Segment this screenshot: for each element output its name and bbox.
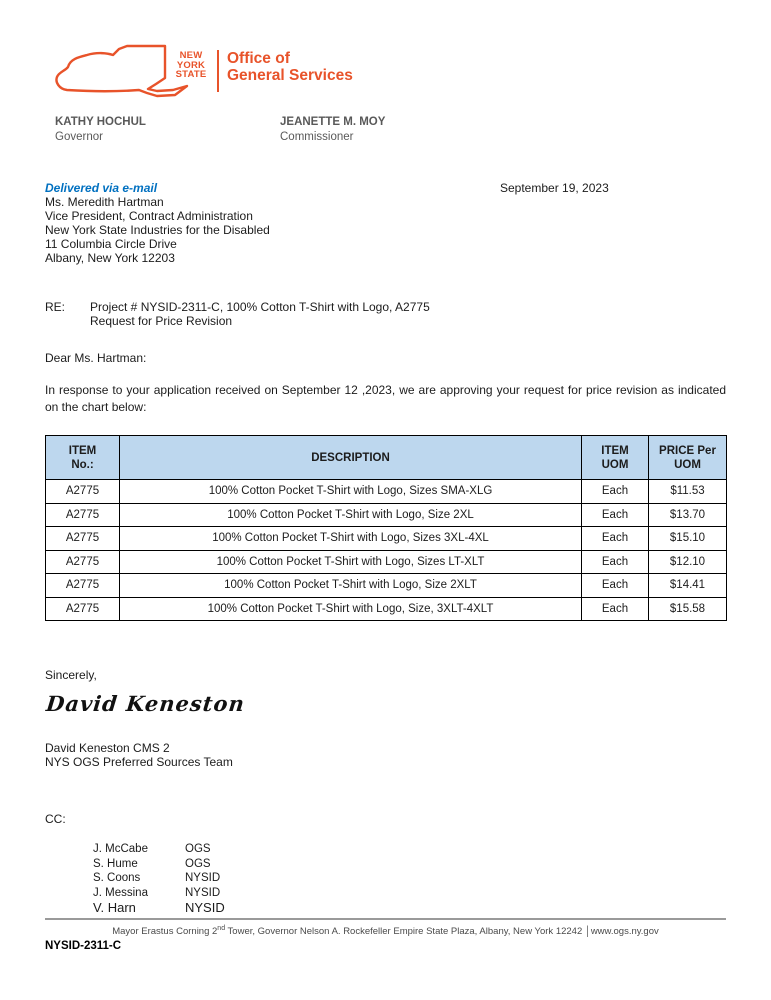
price-table — [45, 435, 727, 621]
logo-word-new: NEW — [179, 50, 203, 61]
cell-item-no: A2775 — [46, 503, 120, 527]
table-row — [46, 480, 727, 504]
cell-uom: Each — [582, 574, 649, 598]
page-footer — [45, 918, 726, 952]
cc-row — [93, 842, 726, 857]
recipient-title: Vice President, Contract Administration — [45, 209, 253, 223]
header-item-uom-line1: ITEM — [601, 444, 629, 457]
footer-address — [45, 925, 726, 937]
agency-name — [227, 51, 353, 84]
cc-list — [93, 842, 726, 916]
header-item-uom-line2: UOM — [601, 458, 629, 471]
document-number: NYSID-2311-C — [45, 940, 122, 953]
signer-team: NYS OGS Preferred Sources Team — [45, 755, 233, 769]
recipient-name: Ms. Meredith Hartman — [45, 195, 164, 209]
re-subject-line2: Request for Price Revision — [90, 314, 233, 328]
cc-row — [93, 900, 726, 916]
cc-org: NYSID — [185, 900, 225, 915]
cell-description: 100% Cotton Pocket T-Shirt with Logo, Size, 3XLT-4XLT — [120, 597, 582, 621]
governor-title: Governor — [55, 131, 103, 143]
recipient-street: 11 Columbia Circle Drive — [45, 237, 177, 251]
body-paragraph: In response to your application received on September 12 ,2023, we are approving your request for price revision as indicated on the chart below: — [45, 383, 726, 414]
delivery-note: Delivered via e-mail — [45, 181, 158, 195]
table-header-row — [46, 436, 727, 480]
cell-item-no: A2775 — [46, 597, 120, 621]
cell-price: $13.70 — [649, 503, 727, 527]
logo-word-york: YORK — [176, 59, 206, 71]
cell-price: $15.58 — [649, 597, 727, 621]
cell-price: $14.41 — [649, 574, 727, 598]
cell-item-no: A2775 — [46, 550, 120, 574]
cell-uom: Each — [582, 527, 649, 551]
signature-script: David Keneston — [45, 691, 247, 716]
cc-name: J. Messina — [93, 886, 148, 899]
cc-name: J. McCabe — [93, 843, 148, 855]
cc-org: NYSID — [185, 886, 221, 899]
commissioner-block — [280, 115, 505, 145]
cc-org: NYSID — [185, 872, 221, 884]
cell-uom: Each — [582, 597, 649, 621]
agency-name-line1: Office of — [227, 50, 290, 67]
cell-item-no: A2775 — [46, 527, 120, 551]
cc-row — [93, 886, 726, 901]
cc-row — [93, 871, 726, 886]
logo-word-state: STATE — [175, 69, 207, 80]
cell-item-no: A2775 — [46, 574, 120, 598]
cell-uom: Each — [582, 503, 649, 527]
re-lines — [90, 300, 430, 328]
footer-address-pre: Mayor Erastus Corning 2 — [112, 926, 218, 938]
agency-name-line2: General Services — [227, 66, 353, 84]
header-item-no-line1: ITEM — [68, 444, 97, 457]
cell-uom: Each — [582, 550, 649, 574]
cc-org: OGS — [185, 857, 211, 870]
cc-label: CC: — [45, 812, 66, 826]
commissioner-title: Commissioner — [280, 131, 354, 143]
salutation: Dear Ms. Hartman: — [45, 351, 147, 365]
closing: Sincerely, — [45, 668, 97, 682]
header-item-no-line2: No.: — [71, 458, 94, 471]
officials-row — [55, 115, 726, 145]
signer-block — [45, 741, 726, 769]
header-description-line1: DESCRIPTION — [311, 451, 390, 464]
table-row — [46, 574, 727, 598]
footer-address-ordinal: nd — [217, 925, 226, 932]
letter-content — [45, 0, 726, 916]
cell-uom: Each — [582, 480, 649, 504]
logo-state-words — [170, 51, 212, 80]
cell-description: 100% Cotton Pocket T-Shirt with Logo, Size 2XLT — [120, 574, 582, 598]
table-row — [46, 503, 727, 527]
header-price-line1: PRICE Per — [659, 444, 716, 457]
cell-price: $11.53 — [649, 480, 727, 504]
re-label: RE: — [45, 300, 66, 314]
recipient-address — [45, 195, 726, 265]
footer-address-post: Tower, Governor Nelson A. Rockefeller Empire State Plaza, Albany, New York 12242 │www.ogs.ny.gov — [225, 926, 659, 938]
cell-description: 100% Cotton Pocket T-Shirt with Logo, Size 2XL — [120, 503, 582, 527]
signer-name: David Keneston CMS 2 — [45, 741, 170, 755]
cell-price: $12.10 — [649, 550, 727, 574]
header-description — [120, 436, 582, 480]
table-row — [46, 527, 727, 551]
header-price-line2: UOM — [674, 458, 701, 471]
letter-date: September 19, 2023 — [500, 181, 609, 195]
recipient-city: Albany, New York 12203 — [45, 251, 175, 265]
table-row — [46, 597, 727, 621]
cc-name: S. Hume — [93, 857, 138, 870]
cc-name: S. Coons — [93, 872, 141, 884]
header-price-per-uom — [649, 436, 727, 480]
delivery-row — [45, 181, 726, 195]
footer-divider — [45, 918, 726, 920]
logo-divider — [217, 50, 219, 92]
cell-description: 100% Cotton Pocket T-Shirt with Logo, Sizes LT-XLT — [120, 550, 582, 574]
header-item-no — [46, 436, 120, 480]
re-block — [45, 300, 726, 328]
governor-name: KATHY HOCHUL — [55, 116, 146, 128]
header-item-uom — [582, 436, 649, 480]
re-subject-line1: Project # NYSID-2311-C, 100% Cotton T-Shirt with Logo, A2775 — [90, 300, 430, 314]
table-row — [46, 550, 727, 574]
ogs-logo — [53, 44, 726, 102]
cell-description: 100% Cotton Pocket T-Shirt with Logo, Sizes 3XL-4XL — [120, 527, 582, 551]
cc-org: OGS — [185, 843, 211, 855]
cc-row — [93, 857, 726, 872]
governor-block — [55, 115, 280, 145]
recipient-org: New York State Industries for the Disabled — [45, 223, 270, 237]
cell-item-no: A2775 — [46, 480, 120, 504]
cc-name: V. Harn — [93, 900, 136, 915]
cell-description: 100% Cotton Pocket T-Shirt with Logo, Sizes SMA-XLG — [120, 480, 582, 504]
commissioner-name: JEANETTE M. MOY — [280, 116, 386, 128]
cell-price: $15.10 — [649, 527, 727, 551]
